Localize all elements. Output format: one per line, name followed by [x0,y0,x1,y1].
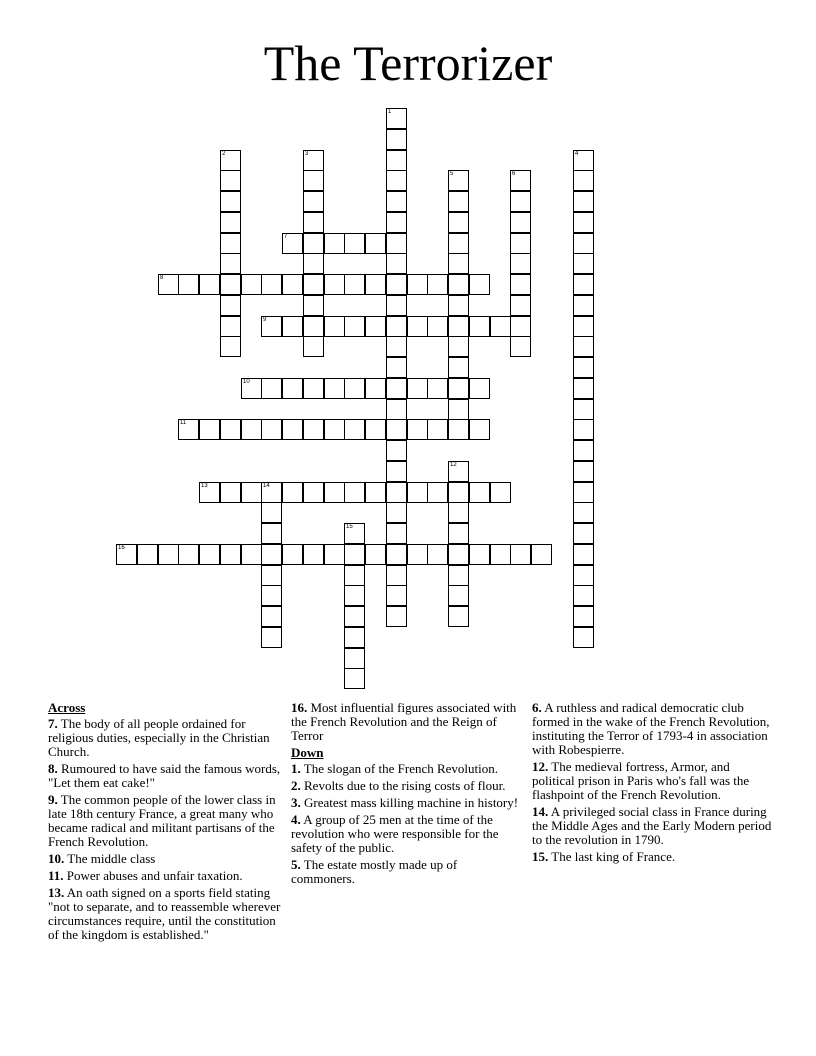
grid-cell[interactable] [344,378,365,399]
clue-down-15: 15. The last king of France. [532,849,676,864]
grid-cell[interactable] [448,316,469,337]
grid-cell[interactable] [199,274,220,295]
grid-cell[interactable] [261,378,282,399]
grid-cell[interactable] [303,150,324,171]
grid-cell[interactable] [344,627,365,648]
clue-down-4: 4. A group of 25 men at the time of the revolution who were responsible for the safety of the public. [291,812,499,855]
clue-down-12: 12. The medieval fortress, Armor, and political prison in Paris who's fall was the flashpoint of the French Revolution. [532,759,750,802]
grid-cell[interactable] [469,378,490,399]
grid-cell[interactable] [448,170,469,191]
grid-cell[interactable] [490,544,511,565]
grid-cell[interactable] [386,482,407,503]
grid-cell[interactable] [573,357,594,378]
clue-number: 7 [284,234,288,240]
grid-cell[interactable] [241,274,262,295]
grid-cell[interactable] [573,523,594,544]
grid-cell[interactable] [365,544,386,565]
grid-cell[interactable] [137,544,158,565]
grid-cell[interactable] [386,399,407,420]
grid-cell[interactable] [220,316,241,337]
grid-cell[interactable] [199,419,220,440]
clue-number: 1 [388,109,392,115]
grid-cell[interactable] [573,378,594,399]
grid-cell[interactable] [573,544,594,565]
grid-cell[interactable] [427,378,448,399]
grid-cell[interactable] [448,212,469,233]
grid-cell[interactable] [158,544,179,565]
grid-cell[interactable] [448,378,469,399]
grid-cell[interactable] [303,295,324,316]
grid-cell[interactable] [303,233,324,254]
grid-cell[interactable] [510,170,531,191]
clue-number: 12 [450,462,457,468]
grid-cell[interactable] [220,336,241,357]
grid-cell[interactable] [261,502,282,523]
grid-cell[interactable] [178,419,199,440]
grid-cell[interactable] [386,585,407,606]
grid-cell[interactable] [303,482,324,503]
grid-cell[interactable] [573,565,594,586]
grid-cell[interactable] [324,544,345,565]
grid-cell[interactable] [220,274,241,295]
grid-cell[interactable] [199,544,220,565]
grid-cell[interactable] [427,316,448,337]
grid-cell[interactable] [303,419,324,440]
grid-cell[interactable] [427,274,448,295]
grid-cell[interactable] [344,565,365,586]
grid-cell[interactable] [261,316,282,337]
grid-cell[interactable] [282,544,303,565]
grid-cell[interactable] [365,233,386,254]
grid-cell[interactable] [448,544,469,565]
grid-cell[interactable] [386,502,407,523]
grid-cell[interactable] [427,544,448,565]
grid-cell[interactable] [386,253,407,274]
down-heading: Down [291,745,324,760]
grid-cell[interactable] [386,357,407,378]
grid-cell[interactable] [386,295,407,316]
grid-cell[interactable] [261,523,282,544]
grid-cell[interactable] [386,233,407,254]
grid-cell[interactable] [448,585,469,606]
clue-number: 13 [201,483,208,489]
grid-cell[interactable] [510,212,531,233]
grid-cell[interactable] [303,253,324,274]
grid-cell[interactable] [573,150,594,171]
grid-cell[interactable] [261,606,282,627]
grid-cell[interactable] [220,170,241,191]
clue-across-7: 7. The body of all people ordained for religious duties, especially in the Christian Church. [48,716,270,759]
grid-cell[interactable] [510,295,531,316]
grid-cell[interactable] [344,316,365,337]
grid-cell[interactable] [469,419,490,440]
grid-cell[interactable] [324,233,345,254]
grid-cell[interactable] [261,419,282,440]
grid-cell[interactable] [386,150,407,171]
clue-number: 9 [263,317,267,323]
grid-cell[interactable] [573,191,594,212]
grid-cell[interactable] [303,336,324,357]
grid-cell[interactable] [386,129,407,150]
grid-cell[interactable] [510,253,531,274]
grid-cell[interactable] [448,502,469,523]
clue-down-2: 2. Revolts due to the rising costs of flour. [291,778,506,793]
grid-cell[interactable] [469,316,490,337]
grid-cell[interactable] [303,212,324,233]
grid-cell[interactable] [220,191,241,212]
grid-cell[interactable] [573,461,594,482]
grid-cell[interactable] [510,191,531,212]
grid-cell[interactable] [261,627,282,648]
grid-cell[interactable] [220,212,241,233]
grid-cell[interactable] [573,419,594,440]
grid-cell[interactable] [365,419,386,440]
grid-cell[interactable] [386,565,407,586]
grid-cell[interactable] [261,565,282,586]
grid-cell[interactable] [448,274,469,295]
clue-down-5: 5. The estate mostly made up of commoners. [291,857,458,886]
clue-down-6: 6. A ruthless and radical democratic club formed in the wake of the French Revolution, instituting the Terror of 1793-4 in association with Robespierre. [532,700,770,757]
grid-cell[interactable] [407,419,428,440]
grid-cell[interactable] [158,274,179,295]
grid-cell[interactable] [573,253,594,274]
clue-number: 4 [575,151,579,157]
grid-cell[interactable] [324,316,345,337]
grid-cell[interactable] [386,336,407,357]
grid-cell[interactable] [178,274,199,295]
grid-cell[interactable] [241,482,262,503]
clue-across-9: 9. The common people of the lower class in late 18th century France, a great many who became radical and militant partisans of the French Revolution. [48,792,276,849]
grid-cell[interactable] [573,336,594,357]
clue-number: 14 [263,483,270,489]
grid-cell[interactable] [199,482,220,503]
grid-cell[interactable] [241,378,262,399]
grid-cell[interactable] [490,482,511,503]
grid-cell[interactable] [448,295,469,316]
grid-cell[interactable] [531,544,552,565]
grid-cell[interactable] [448,191,469,212]
grid-cell[interactable] [282,233,303,254]
grid-cell[interactable] [510,233,531,254]
clue-column-2 [291,701,523,889]
grid-cell[interactable] [303,316,324,337]
grid-cell[interactable] [344,585,365,606]
clue-down-3: 3. Greatest mass killing machine in history! [291,795,519,810]
clue-number: 3 [305,151,309,157]
page-title: The Terrorizer [263,35,553,91]
grid-cell[interactable] [448,419,469,440]
grid-cell[interactable] [573,627,594,648]
grid-cell[interactable] [386,461,407,482]
grid-cell[interactable] [220,150,241,171]
grid-cell[interactable] [427,419,448,440]
clue-number: 10 [243,379,250,385]
grid-cell[interactable] [573,274,594,295]
grid-cell[interactable] [220,253,241,274]
grid-cell[interactable] [510,336,531,357]
grid-cell[interactable] [282,274,303,295]
grid-cell[interactable] [427,482,448,503]
grid-cell[interactable] [303,191,324,212]
clue-column-3 [532,701,772,867]
grid-cell[interactable] [344,419,365,440]
grid-cell[interactable] [386,544,407,565]
grid-cell[interactable] [386,212,407,233]
grid-cell[interactable] [386,170,407,191]
grid-cell[interactable] [303,274,324,295]
clue-number: 2 [222,151,226,157]
grid-cell[interactable] [324,419,345,440]
grid-cell[interactable] [344,482,365,503]
grid-cell[interactable] [220,233,241,254]
clue-number: 15 [346,524,353,530]
grid-cell[interactable] [178,544,199,565]
grid-cell[interactable] [241,419,262,440]
grid-cell[interactable] [448,253,469,274]
grid-cell[interactable] [386,108,407,129]
grid-cell[interactable] [510,274,531,295]
grid-cell[interactable] [344,648,365,669]
grid-cell[interactable] [448,606,469,627]
grid-cell[interactable] [282,316,303,337]
clue-across-8: 8. Rumoured to have said the famous words, "Let them eat cake!" [48,761,281,790]
clue-number: 16 [118,545,125,551]
grid-cell[interactable] [573,606,594,627]
grid-cell[interactable] [573,295,594,316]
grid-cell[interactable] [407,274,428,295]
grid-cell[interactable] [448,357,469,378]
grid-cell[interactable] [386,378,407,399]
grid-cell[interactable] [324,482,345,503]
grid-cell[interactable] [220,544,241,565]
clue-number: 5 [450,171,454,177]
grid-cell[interactable] [344,274,365,295]
grid-cell[interactable] [573,233,594,254]
grid-cell[interactable] [448,482,469,503]
grid-cell[interactable] [469,482,490,503]
grid-cell[interactable] [573,212,594,233]
grid-cell[interactable] [220,419,241,440]
grid-cell[interactable] [573,399,594,420]
grid-cell[interactable] [344,606,365,627]
grid-cell[interactable] [573,502,594,523]
grid-cell[interactable] [324,378,345,399]
clue-across-11: 11. Power abuses and unfair taxation. [48,868,243,883]
clue-down-1: 1. The slogan of the French Revolution. [291,761,499,776]
grid-cell[interactable] [573,440,594,461]
clue-number: 8 [160,275,164,281]
clue-number: 11 [180,420,187,426]
grid-cell[interactable] [282,419,303,440]
grid-cell[interactable] [324,274,345,295]
grid-cell[interactable] [282,378,303,399]
clue-across-16: 16. Most influential figures associated with the French Revolution and the Reign of Terror [291,700,517,743]
clue-across-10: 10. The middle class [48,851,156,866]
grid-cell[interactable] [365,482,386,503]
grid-cell[interactable] [303,170,324,191]
grid-cell[interactable] [261,482,282,503]
grid-cell[interactable] [573,170,594,191]
clue-down-14: 14. A privileged social class in France during the Middle Ages and the Early Modern period to the revolution in 1790. [532,804,772,847]
grid-cell[interactable] [261,585,282,606]
grid-cell[interactable] [386,316,407,337]
grid-cell[interactable] [344,233,365,254]
grid-cell[interactable] [573,585,594,606]
grid-cell[interactable] [448,399,469,420]
clue-column-1 [48,701,283,945]
grid-cell[interactable] [220,295,241,316]
grid-cell[interactable] [448,461,469,482]
grid-cell[interactable] [386,606,407,627]
clue-number: 6 [512,171,516,177]
grid-cell[interactable] [344,668,365,689]
grid-cell[interactable] [448,233,469,254]
grid-cell[interactable] [261,274,282,295]
grid-cell[interactable] [386,191,407,212]
grid-cell[interactable] [448,523,469,544]
across-heading: Across [48,700,86,715]
grid-cell[interactable] [282,482,303,503]
grid-cell[interactable] [303,378,324,399]
grid-cell[interactable] [220,482,241,503]
grid-cell[interactable] [365,316,386,337]
grid-cell[interactable] [469,544,490,565]
grid-cell[interactable] [573,482,594,503]
grid-cell[interactable] [386,523,407,544]
grid-cell[interactable] [469,274,490,295]
grid-cell[interactable] [510,316,531,337]
grid-cell[interactable] [241,544,262,565]
grid-cell[interactable] [261,544,282,565]
grid-cell[interactable] [573,316,594,337]
grid-cell[interactable] [407,544,428,565]
grid-cell[interactable] [448,336,469,357]
grid-cell[interactable] [386,419,407,440]
grid-cell[interactable] [448,565,469,586]
grid-cell[interactable] [407,482,428,503]
grid-cell[interactable] [386,274,407,295]
grid-cell[interactable] [365,274,386,295]
grid-cell[interactable] [344,544,365,565]
grid-cell[interactable] [490,316,511,337]
grid-cell[interactable] [116,544,137,565]
grid-cell[interactable] [510,544,531,565]
clue-across-13: 13. An oath signed on a sports field stating "not to separate, and to reassemble wherever circumstances require, until the constitution of the kingdom is established." [48,885,281,942]
grid-cell[interactable] [386,440,407,461]
grid-cell[interactable] [407,316,428,337]
grid-cell[interactable] [407,378,428,399]
grid-cell[interactable] [365,378,386,399]
grid-cell[interactable] [303,544,324,565]
grid-cell[interactable] [344,523,365,544]
